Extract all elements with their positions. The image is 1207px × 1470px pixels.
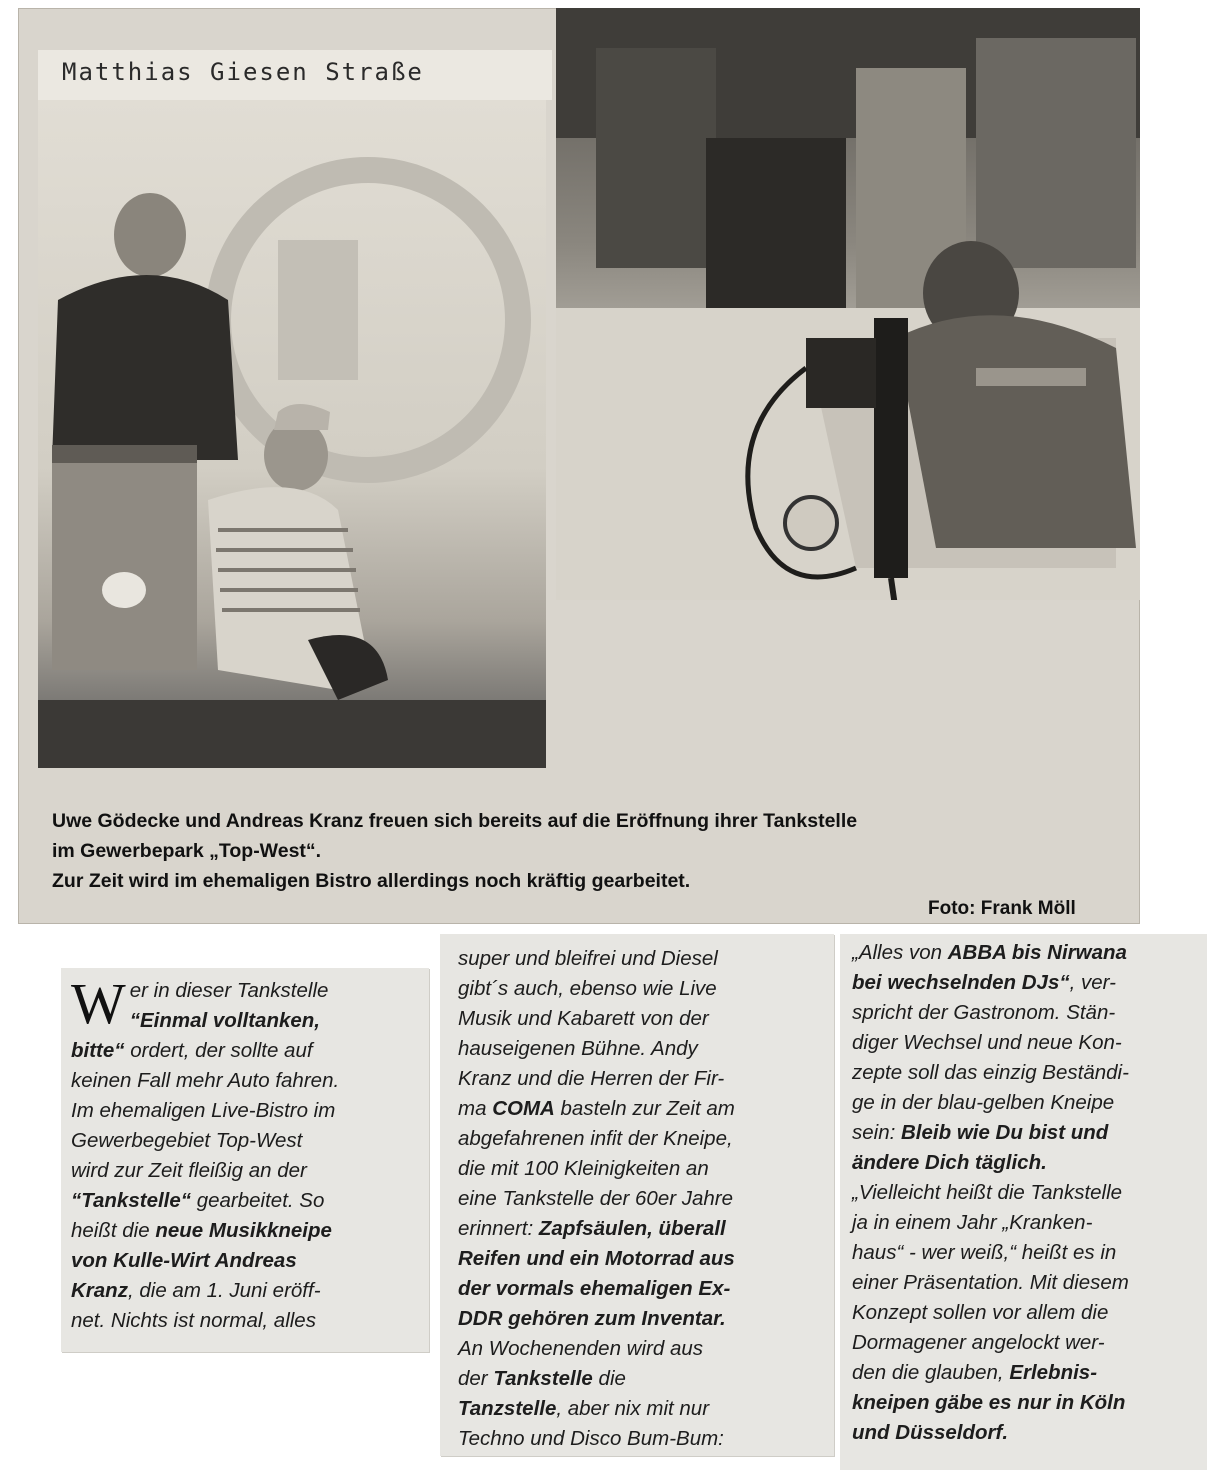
article-line	[71, 1036, 421, 1066]
article-line	[458, 1394, 826, 1424]
article-column-2	[440, 934, 834, 1456]
article-text: „Vielleicht heißt die Tankstelle	[852, 1181, 1123, 1204]
photo-left-illustration	[38, 100, 546, 768]
article-text-bold: DDR gehören zum Inventar.	[458, 1307, 726, 1330]
article-text: , aber nix mit nur	[556, 1397, 710, 1420]
article-line	[458, 1244, 826, 1274]
article-text: Techno und Disco Bum-Bum:	[458, 1427, 724, 1450]
article-text-bold: bei wechselnden DJs“	[852, 971, 1070, 994]
article-line	[71, 1186, 421, 1216]
article-text: , die am 1. Juni eröff-	[127, 1279, 321, 1302]
caption-line-1: Uwe Gödecke und Andreas Kranz freuen sich bereits auf die Eröffnung ihrer Tankstelle	[52, 810, 858, 832]
article-text-bold: Kranz	[71, 1279, 128, 1302]
article-text-bold: Reifen und ein Motorrad aus	[458, 1247, 735, 1270]
article-line	[458, 1274, 826, 1304]
article-text-bold: ABBA bis Nirwana	[947, 941, 1127, 964]
article-line	[458, 1184, 826, 1214]
article-line	[458, 974, 826, 1004]
article-line	[852, 1178, 1204, 1208]
article-text: heißt die	[71, 1219, 156, 1242]
article-text: haus“ - wer weiß,“ heißt es in	[852, 1241, 1117, 1264]
photo-credit: Foto: Frank Möll	[928, 898, 1076, 919]
article-text-bold: Zapfsäulen, überall	[538, 1217, 726, 1240]
article-text-bold: kneipen gäbe es nur in Köln	[852, 1391, 1126, 1414]
article-line	[852, 998, 1204, 1028]
article-text: hauseigenen Bühne. Andy	[458, 1037, 698, 1060]
article-line	[852, 1298, 1204, 1328]
article-text: eine Tankstelle der 60er Jahre	[458, 1187, 734, 1210]
article-text: Musik und Kabarett von der	[458, 1007, 709, 1030]
article-text: sein:	[852, 1121, 901, 1144]
article-text: einer Präsentation. Mit diesem	[852, 1271, 1129, 1294]
street-label: Matthias Giesen Straße	[62, 58, 424, 86]
article-text: gearbeitet. So	[191, 1189, 325, 1212]
photo-left-owners	[38, 100, 546, 768]
caption-line-3: Zur Zeit wird im ehemaligen Bistro allerdings noch kräftig gearbeitet.	[52, 870, 691, 892]
article-line	[852, 1418, 1204, 1448]
article-text: ma	[458, 1097, 493, 1120]
article-text: den die glauben,	[852, 1361, 1010, 1384]
article-text: spricht der Gastronom. Stän-	[852, 1001, 1116, 1024]
article-text: ordert, der sollte auf	[124, 1039, 313, 1062]
article-line	[852, 1268, 1204, 1298]
article-line	[458, 1154, 826, 1184]
article-line	[852, 1328, 1204, 1358]
article-text-bold: bitte“	[71, 1039, 125, 1062]
article-text: abgefahrenen infit der Kneipe,	[458, 1127, 733, 1150]
article-line	[852, 1028, 1204, 1058]
article-text: net. Nichts ist normal, alles	[71, 1309, 316, 1332]
article-text-bold: der vormals ehemaligen Ex-	[458, 1277, 731, 1300]
bleed-through-text	[560, 790, 564, 807]
article-line	[71, 1246, 421, 1276]
article-text: zepte soll das einzig Beständi-	[852, 1061, 1129, 1084]
photo-right-worker	[556, 8, 1140, 600]
article-text: , ver-	[1069, 971, 1116, 994]
article-line	[852, 1238, 1204, 1268]
article-text: der	[458, 1367, 494, 1390]
article-line	[458, 1094, 826, 1124]
article-line	[71, 1276, 421, 1306]
article-line	[458, 1034, 826, 1064]
article-text-bold: “Tankstelle“	[71, 1189, 192, 1212]
article-line	[458, 1334, 826, 1364]
article-text: gibt´s auch, ebenso wie Live	[458, 977, 717, 1000]
article-text: basteln zur Zeit am	[554, 1097, 735, 1120]
article-line	[71, 1126, 421, 1156]
article-text: er in dieser Tankstelle	[129, 979, 329, 1002]
article-line	[458, 1004, 826, 1034]
article-line	[852, 1358, 1204, 1388]
drop-cap: W	[71, 971, 126, 1036]
article-line	[458, 1064, 826, 1094]
article-line	[71, 1156, 421, 1186]
article-text-bold: neue Musikkneipe	[155, 1219, 332, 1242]
article-text: Kranz und die Herren der Fir-	[458, 1067, 725, 1090]
article-text: keinen Fall mehr Auto fahren.	[71, 1069, 340, 1092]
article-text: Dormagener angelockt wer-	[852, 1331, 1105, 1354]
bleed-through-ad	[21, 120, 39, 172]
article-text: Im ehemaligen Live-Bistro im	[71, 1099, 336, 1122]
photo-caption	[52, 806, 1132, 896]
article-line	[852, 968, 1204, 998]
article-line	[852, 1088, 1204, 1118]
article-text: ja in einem Jahr „Kranken-	[852, 1211, 1093, 1234]
article-text: die	[592, 1367, 626, 1390]
article-line	[458, 1364, 826, 1394]
article-text-bold: “Einmal volltanken,	[129, 1009, 320, 1032]
article-text-bold: Erlebnis-	[1009, 1361, 1098, 1384]
article-line	[71, 1306, 421, 1336]
article-column-3	[840, 934, 1207, 1470]
article-line	[71, 1096, 421, 1126]
article-text: An Wochenenden wird aus	[458, 1337, 704, 1360]
article-text: Gewerbegebiet Top-West	[71, 1129, 303, 1152]
article-text: super und bleifrei und Diesel	[458, 947, 718, 970]
article-line	[852, 1058, 1204, 1088]
article-line	[852, 1148, 1204, 1178]
article-text: die mit 100 Kleinigkeiten an	[458, 1157, 709, 1180]
article-text: Konzept sollen vor allem die	[852, 1301, 1109, 1324]
article-line	[458, 1124, 826, 1154]
article-line	[852, 1118, 1204, 1148]
article-text: ge in der blau-gelben Kneipe	[852, 1091, 1115, 1114]
article-column-1	[61, 968, 429, 1352]
article-text: diger Wechsel und neue Kon-	[852, 1031, 1122, 1054]
article-line	[458, 1214, 826, 1244]
article-text-bold: COMA	[492, 1097, 555, 1120]
article-text: erinnert:	[458, 1217, 539, 1240]
article-line	[852, 938, 1204, 968]
article-line	[71, 1066, 421, 1096]
article-text: „Alles von	[852, 941, 948, 964]
article-line	[852, 1208, 1204, 1238]
article-line	[458, 1424, 826, 1454]
article-text-bold: und Düsseldorf.	[852, 1421, 1009, 1444]
article-text-bold: ändere Dich täglich.	[852, 1151, 1047, 1174]
article-line	[71, 1216, 421, 1246]
article-text-bold: Bleib wie Du bist und	[901, 1121, 1109, 1144]
article-text-bold: Tankstelle	[493, 1367, 593, 1390]
article-text-bold: Tanzstelle	[458, 1397, 557, 1420]
article-line	[458, 944, 826, 974]
article-line	[852, 1388, 1204, 1418]
article-line	[458, 1304, 826, 1334]
photo-right-illustration	[556, 8, 1140, 600]
article-text-bold: von Kulle-Wirt Andreas	[71, 1249, 297, 1272]
article-text: wird zur Zeit fleißig an der	[71, 1159, 307, 1182]
bleed-through-headline	[419, 630, 450, 726]
caption-line-2: im Gewerbepark „Top-West“.	[52, 840, 322, 862]
